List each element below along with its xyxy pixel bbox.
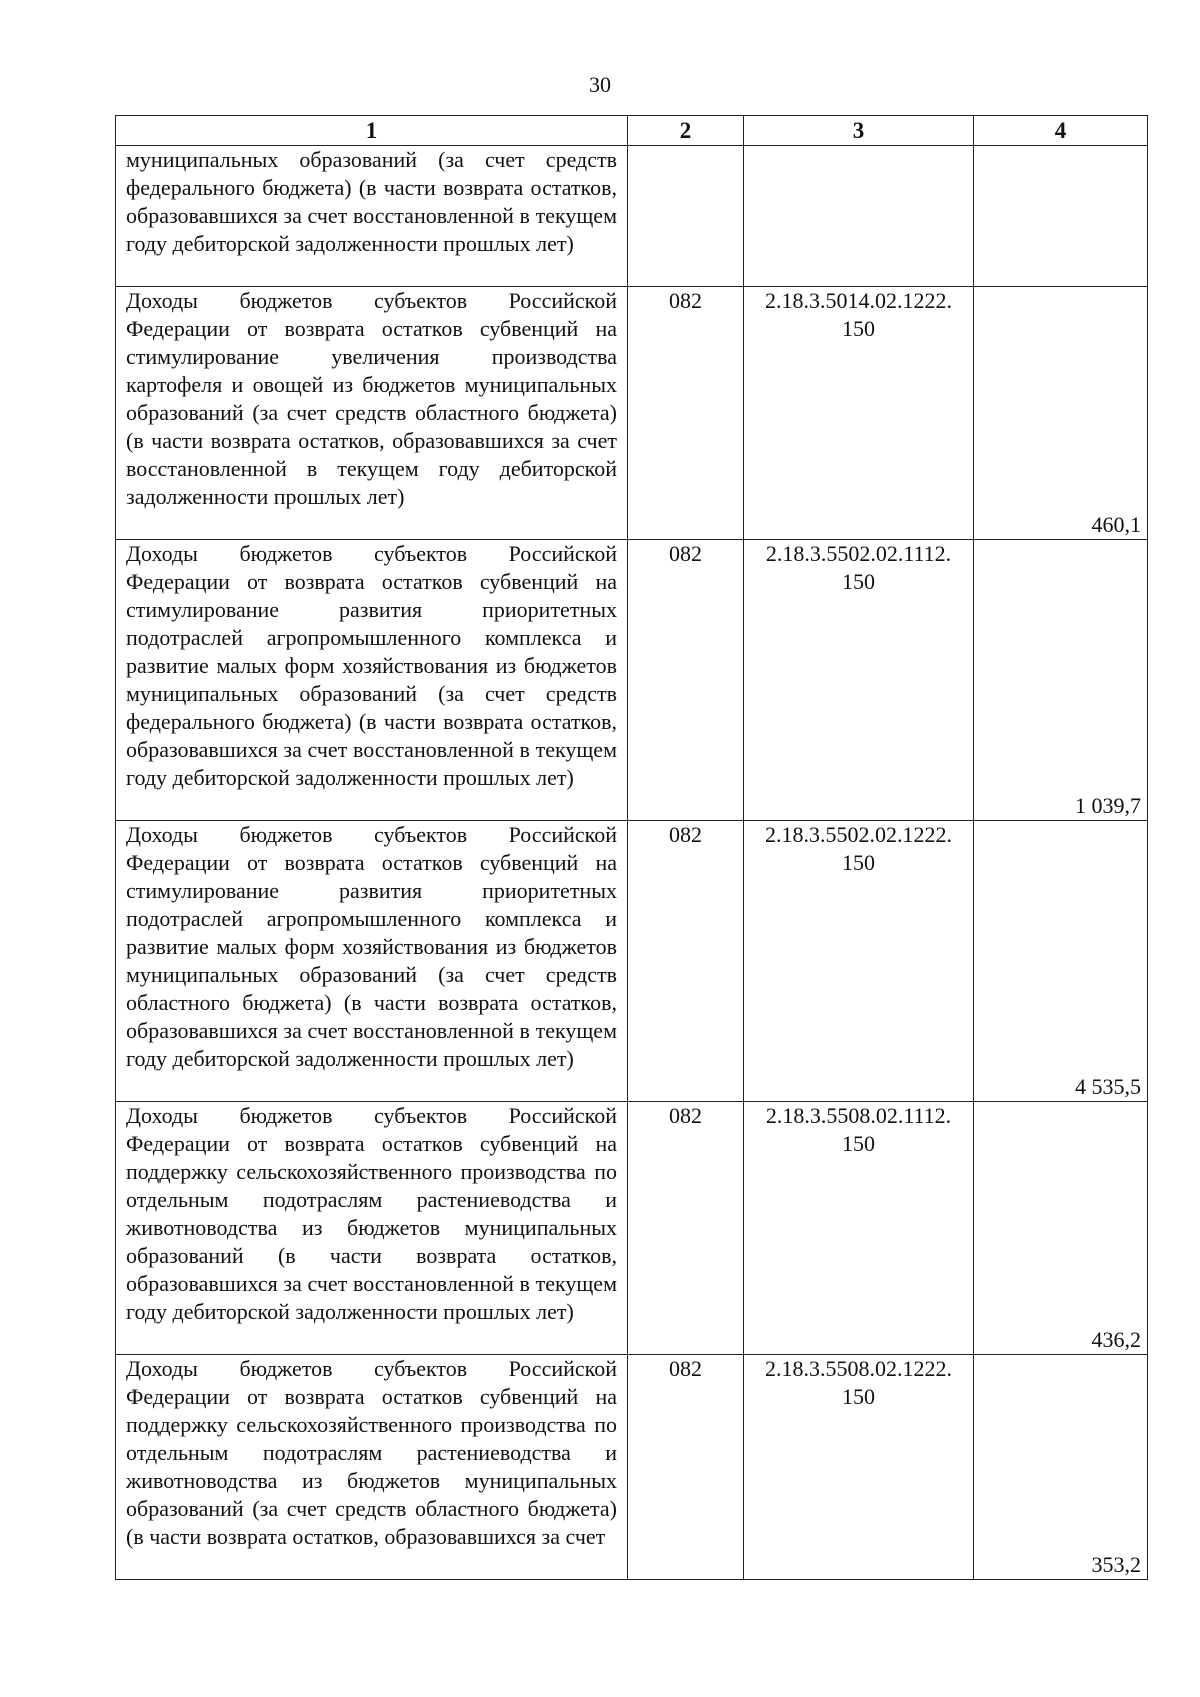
row-classification-code: 2.18.3.5502.02.1112. 150 (744, 540, 974, 821)
row-description (116, 1102, 628, 1355)
row-admin-code (628, 146, 744, 287)
table-row (116, 287, 1148, 540)
column-header-4: 4 (974, 116, 1148, 146)
column-header-2: 2 (628, 116, 744, 146)
description-text: Доходы бюджетов субъектов Российской Федерации от возврата остатков субвенций на стимулирование увеличения производства картофеля и овощей из бюджетов муниципальных образований (за счет средств областного бюджета) (в части возврата остатков, образовавшихся за счет восстановленной в текущем году дебиторской задолженности прошлых лет) (126, 288, 617, 509)
row-amount: 4 535,5 (974, 821, 1148, 1102)
table-row (116, 146, 1148, 287)
row-description (116, 1355, 628, 1580)
row-classification-code: 2.18.3.5014.02.1222. 150 (744, 287, 974, 540)
table-row (116, 540, 1148, 821)
row-amount: 460,1 (974, 287, 1148, 540)
table-row (116, 821, 1148, 1102)
table-header-row (116, 116, 1148, 146)
row-admin-code: 082 (628, 1355, 744, 1580)
table-row (116, 1102, 1148, 1355)
column-header-1: 1 (116, 116, 628, 146)
description-text: Доходы бюджетов субъектов Российской Федерации от возврата остатков субвенций на поддержку сельскохозяйственного производства по отдельным подотраслям растениеводства и животноводства из бюджетов муниципальных образований (за счет средств областного бюджета) (в части возврата остатков, образовавшихся за счет (126, 1356, 617, 1549)
row-description (116, 540, 628, 821)
row-admin-code: 082 (628, 287, 744, 540)
page-number: 30 (589, 72, 611, 97)
row-description (116, 287, 628, 540)
row-classification-code: 2.18.3.5502.02.1222. 150 (744, 821, 974, 1102)
row-description (116, 146, 628, 287)
column-header-3: 3 (744, 116, 974, 146)
row-admin-code: 082 (628, 540, 744, 821)
row-classification-code: 2.18.3.5508.02.1222. 150 (744, 1355, 974, 1580)
description-text: Доходы бюджетов субъектов Российской Федерации от возврата остатков субвенций на стимулирование развития приоритетных подотраслей агропромышленного комплекса и развитие малых форм хозяйствования из бюджетов муниципальных образований (за счет средств областного бюджета) (в части возврата остатков, образовавшихся за счет восстановленной в текущем году дебиторской задолженности прошлых лет) (126, 822, 617, 1071)
row-admin-code: 082 (628, 821, 744, 1102)
table-row (116, 1355, 1148, 1580)
row-admin-code: 082 (628, 1102, 744, 1355)
row-classification-code (744, 146, 974, 287)
row-classification-code: 2.18.3.5508.02.1112. 150 (744, 1102, 974, 1355)
row-amount: 436,2 (974, 1102, 1148, 1355)
description-text: Доходы бюджетов субъектов Российской Федерации от возврата остатков субвенций на стимулирование развития приоритетных подотраслей агропромышленного комплекса и развитие малых форм хозяйствования из бюджетов муниципальных образований (за счет средств федерального бюджета) (в части возврата остатков, образовавшихся за счет восстановленной в текущем году дебиторской задолженности прошлых лет) (126, 541, 617, 790)
budget-revenue-table (115, 115, 1148, 1580)
description-text: муниципальных образований (за счет средств федерального бюджета) (в части возврата остатков, образовавшихся за счет восстановленной в текущем году дебиторской задолженности прошлых лет) (126, 147, 617, 256)
row-amount: 1 039,7 (974, 540, 1148, 821)
row-amount: 353,2 (974, 1355, 1148, 1580)
description-text: Доходы бюджетов субъектов Российской Федерации от возврата остатков субвенций на поддержку сельскохозяйственного производства по отдельным подотраслям растениеводства и животноводства из бюджетов муниципальных образований (в части возврата остатков, образовавшихся за счет восстановленной в текущем году дебиторской задолженности прошлых лет) (126, 1103, 617, 1324)
row-amount (974, 146, 1148, 287)
row-description (116, 821, 628, 1102)
